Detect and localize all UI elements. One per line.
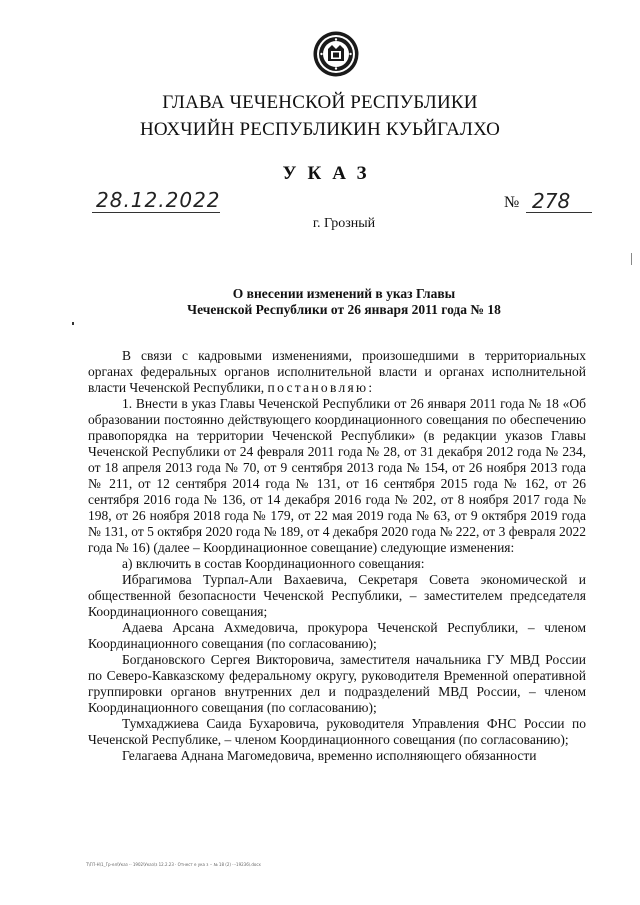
number-underline (526, 212, 592, 213)
header-title-ce: НОХЧИЙН РЕСПУБЛИКИН КУЬЙГАЛХО (139, 119, 501, 140)
scan-edge-mark (631, 253, 632, 265)
intro-paragraph (88, 348, 586, 396)
person-ibragimov-paragraph: Ибрагимова Турпал-Али Вахаевича, Секретаря Совета экономической и общественной безопасности Чеченской Республики, – заместителем председателя Координационного совещания; (88, 572, 586, 619)
document-subject (0, 286, 640, 318)
number-sign: № (504, 194, 520, 211)
subject-line-2: Чеченской Республики от 26 января 2011 года № 18 (187, 302, 501, 317)
person-adaev-paragraph: Адаева Арсана Ахмедовича, прокурора Чеченской Республики, – членом Координационного совещания (по согласованию); (88, 620, 586, 651)
decree-word: постановляю: (267, 380, 375, 395)
date-underline (92, 212, 220, 213)
document-body (88, 348, 586, 764)
document-type: УКАЗ (282, 163, 378, 184)
subitem-a-paragraph: а) включить в состав Координационного совещания: (122, 556, 425, 571)
document-number: 278 (532, 189, 571, 213)
person-bogdanovsky-paragraph: Богдановского Сергея Викторовича, заместителя начальника ГУ МВД России по Северо-Кавказскому федеральному округу, руководителя Временной оперативной группировки органов внутренних дел и подразделений МВД России, – членом Координационного совещания (по согласованию); (88, 652, 586, 715)
item-1-paragraph: 1. Внести в указ Главы Чеченской Республики от 26 января 2011 года № 18 «Об образовании постоянно действующего координационного совещания по обеспечению правопорядка на территории Чеченской Республики» (в редакции указов Главы Чеченской Республики от 24 февраля 2011 года № 28, от 31 декабря 2012 года № 234, от 18 апреля 2013 года № 70, от 9 сентября 2013 года № 154, от 26 ноября 2013 года № 211, от 12 сентября 2014 года № 131, от 16 сентября 2015 года № 162, от 26 сентября 2016 года № 136, от 14 декабря 2016 года № 202, от 8 ноября 2017 года № 198, от 26 ноября 2018 года № 179, от 22 мая 2019 года № 63, от 9 октября 2019 года № 131, от 5 октября 2020 года № 189, от 4 декабря 2020 года № 222, от 3 февраля 2022 года № 16) (далее – Координационное совещание) следующие изменения: (88, 396, 586, 555)
header-title-ru: ГЛАВА ЧЕЧЕНСКОЙ РЕСПУБЛИКИ (162, 92, 478, 113)
scan-mark (72, 322, 74, 325)
subject-line-1: О внесении изменений в указ Главы (232, 286, 456, 301)
person-tumkhadzhiev-paragraph: Тумхаджиева Саида Бухаровича, руководителя Управления ФНС России по Чеченской Республике, – членом Координационного совещания (по согласованию); (88, 716, 586, 747)
document-date: 28.12.2022 (96, 188, 221, 212)
intro-text: В связи с кадровыми изменениями, произошедшими в территориальных органах федеральных органов исполнительной власти и органах исполнительной власти Чеченской Республики, (88, 348, 586, 395)
footer-file-path: T\ГП-Н\1_Гр-ел\Указ ·· 1902\Указ\з 12.2.23 · Отнест е ука з ·· № 18 (2) ···19236\.docx (86, 862, 261, 867)
document-city: г. Грозный (312, 216, 376, 231)
person-gelagaev-paragraph: Гелагаева Аднана Магомедовича, временно исполняющего обязанности (122, 748, 537, 763)
emblem-icon (312, 30, 360, 78)
